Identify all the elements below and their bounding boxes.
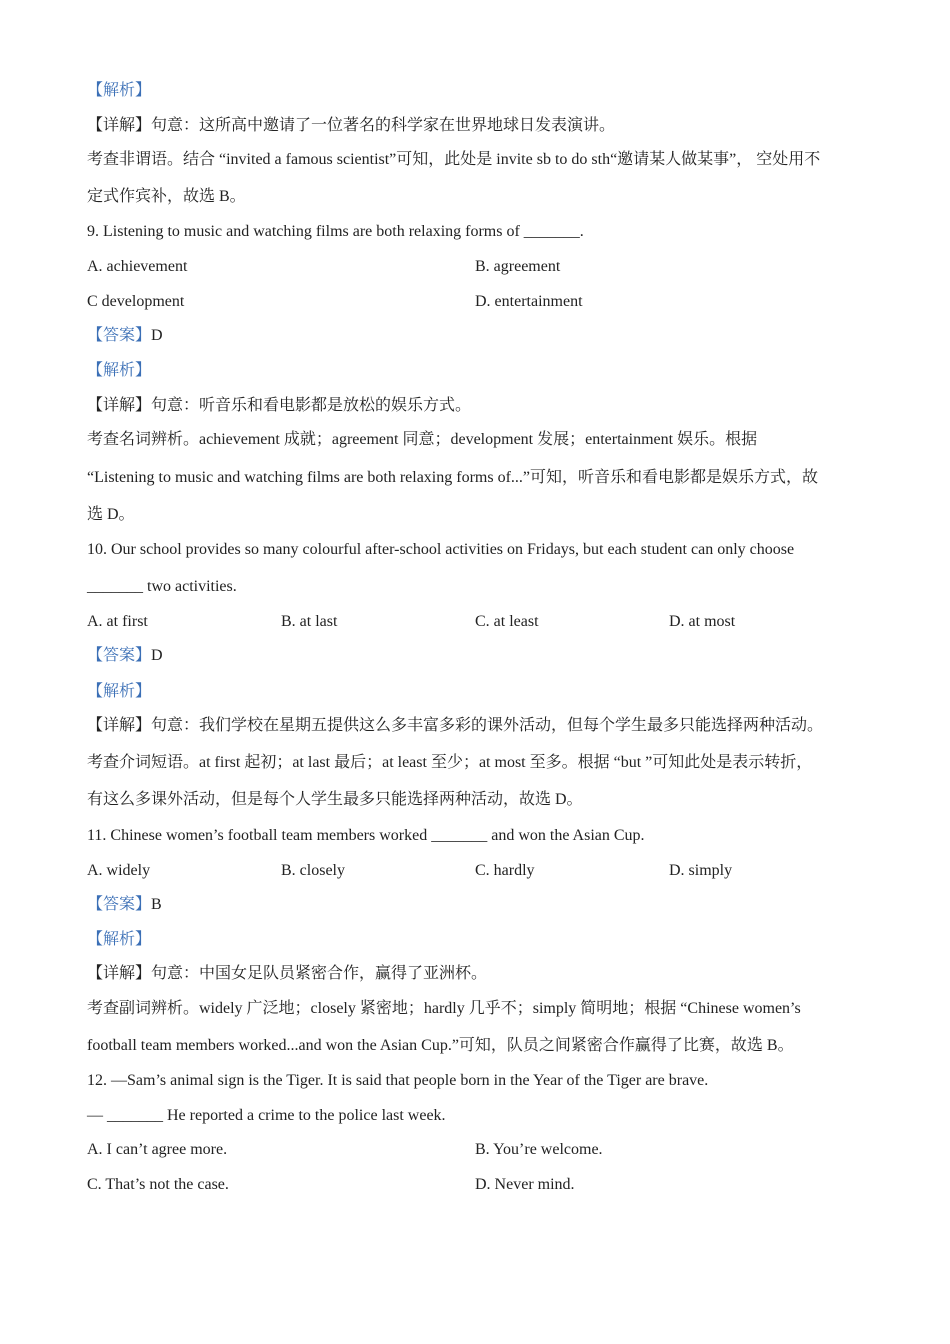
answer-value: B bbox=[151, 896, 162, 913]
explanation-text: 考查副词辨析。widely 广泛地；closely 紧密地；hardly 几乎不；simply 简明地；根据 “Chinese women’s bbox=[87, 1000, 801, 1017]
question-12-stem: — _______ He reported a crime to the police last week. bbox=[87, 1107, 446, 1124]
option-d: D. entertainment bbox=[475, 293, 583, 310]
question-12-stem: 12. —Sam’s animal sign is the Tiger. It is said that people born in the Year of the Tiger are brave. bbox=[87, 1072, 709, 1089]
explanation-text: 考查非谓语。结合 “invited a famous scientist”可知，此处是 invite sb to do sth“邀请某人做某事”， 空处用不 bbox=[87, 151, 821, 168]
detail-text: 【详解】句意：听音乐和看电影都是放松的娱乐方式。 bbox=[87, 397, 472, 414]
detail-text: 【详解】句意：我们学校在星期五提供这么多丰富多彩的课外活动，但每个学生最多只能选择两种活动。 bbox=[87, 717, 824, 734]
option-a: A. I can’t agree more. bbox=[87, 1141, 228, 1158]
answer-label: 【答案】 bbox=[87, 327, 152, 344]
explanation-text: 选 D。 bbox=[87, 506, 135, 523]
option-c: C. at least bbox=[475, 613, 539, 630]
analysis-label: 【解析】 bbox=[87, 931, 152, 948]
explanation-text: 有这么多课外活动，但是每个人学生最多只能选择两种活动，故选 D。 bbox=[87, 791, 583, 808]
question-10-stem: 10. Our school provides so many colourful after-school activities on Fridays, but each student can only choose bbox=[87, 541, 795, 558]
option-c: C. hardly bbox=[475, 862, 535, 879]
answer-label: 【答案】 bbox=[87, 647, 152, 664]
answer-value: D bbox=[151, 327, 163, 344]
option-a: A. at first bbox=[87, 613, 148, 630]
detail-text: 【详解】句意：中国女足队员紧密合作，赢得了亚洲杯。 bbox=[87, 965, 488, 982]
answer-line bbox=[87, 646, 163, 666]
option-a: A. achievement bbox=[87, 258, 188, 275]
answer-line bbox=[87, 895, 162, 915]
analysis-label: 【解析】 bbox=[87, 82, 152, 99]
option-b: B. You’re welcome. bbox=[475, 1141, 603, 1158]
question-10-stem: _______ two activities. bbox=[87, 578, 237, 595]
option-d: D. Never mind. bbox=[475, 1176, 575, 1193]
explanation-text: football team members worked...and won the Asian Cup.”可知，队员之间紧密合作赢得了比赛，故选 B。 bbox=[87, 1037, 794, 1054]
analysis-label: 【解析】 bbox=[87, 683, 152, 700]
option-c: C development bbox=[87, 293, 185, 310]
answer-label: 【答案】 bbox=[87, 896, 152, 913]
question-11-stem: 11. Chinese women’s football team members worked _______ and won the Asian Cup. bbox=[87, 827, 645, 844]
option-b: B. at last bbox=[281, 613, 338, 630]
option-c: C. That’s not the case. bbox=[87, 1176, 229, 1193]
answer-line bbox=[87, 326, 163, 346]
option-d: D. at most bbox=[669, 613, 736, 630]
option-b: B. closely bbox=[281, 862, 345, 879]
explanation-text: 考查名词辨析。achievement 成就；agreement 同意；development 发展；entertainment 娱乐。根据 bbox=[87, 431, 758, 448]
option-a: A. widely bbox=[87, 862, 151, 879]
explanation-text: 定式作宾补，故选 B。 bbox=[87, 188, 246, 205]
explanation-text: 考查介词短语。at first 起初；at last 最后；at least 至少；at most 至多。根据 “but ”可知此处是表示转折， bbox=[87, 754, 813, 771]
explanation-text: “Listening to music and watching films are both relaxing forms of...”可知，听音乐和看电影都是娱乐方式，故 bbox=[87, 469, 819, 486]
option-d: D. simply bbox=[669, 862, 733, 879]
detail-text: 【详解】句意：这所高中邀请了一位著名的科学家在世界地球日发表演讲。 bbox=[87, 117, 616, 134]
option-b: B. agreement bbox=[475, 258, 561, 275]
answer-value: D bbox=[151, 647, 163, 664]
question-9-stem: 9. Listening to music and watching films are both relaxing forms of _______. bbox=[87, 223, 584, 240]
analysis-label: 【解析】 bbox=[87, 362, 152, 379]
